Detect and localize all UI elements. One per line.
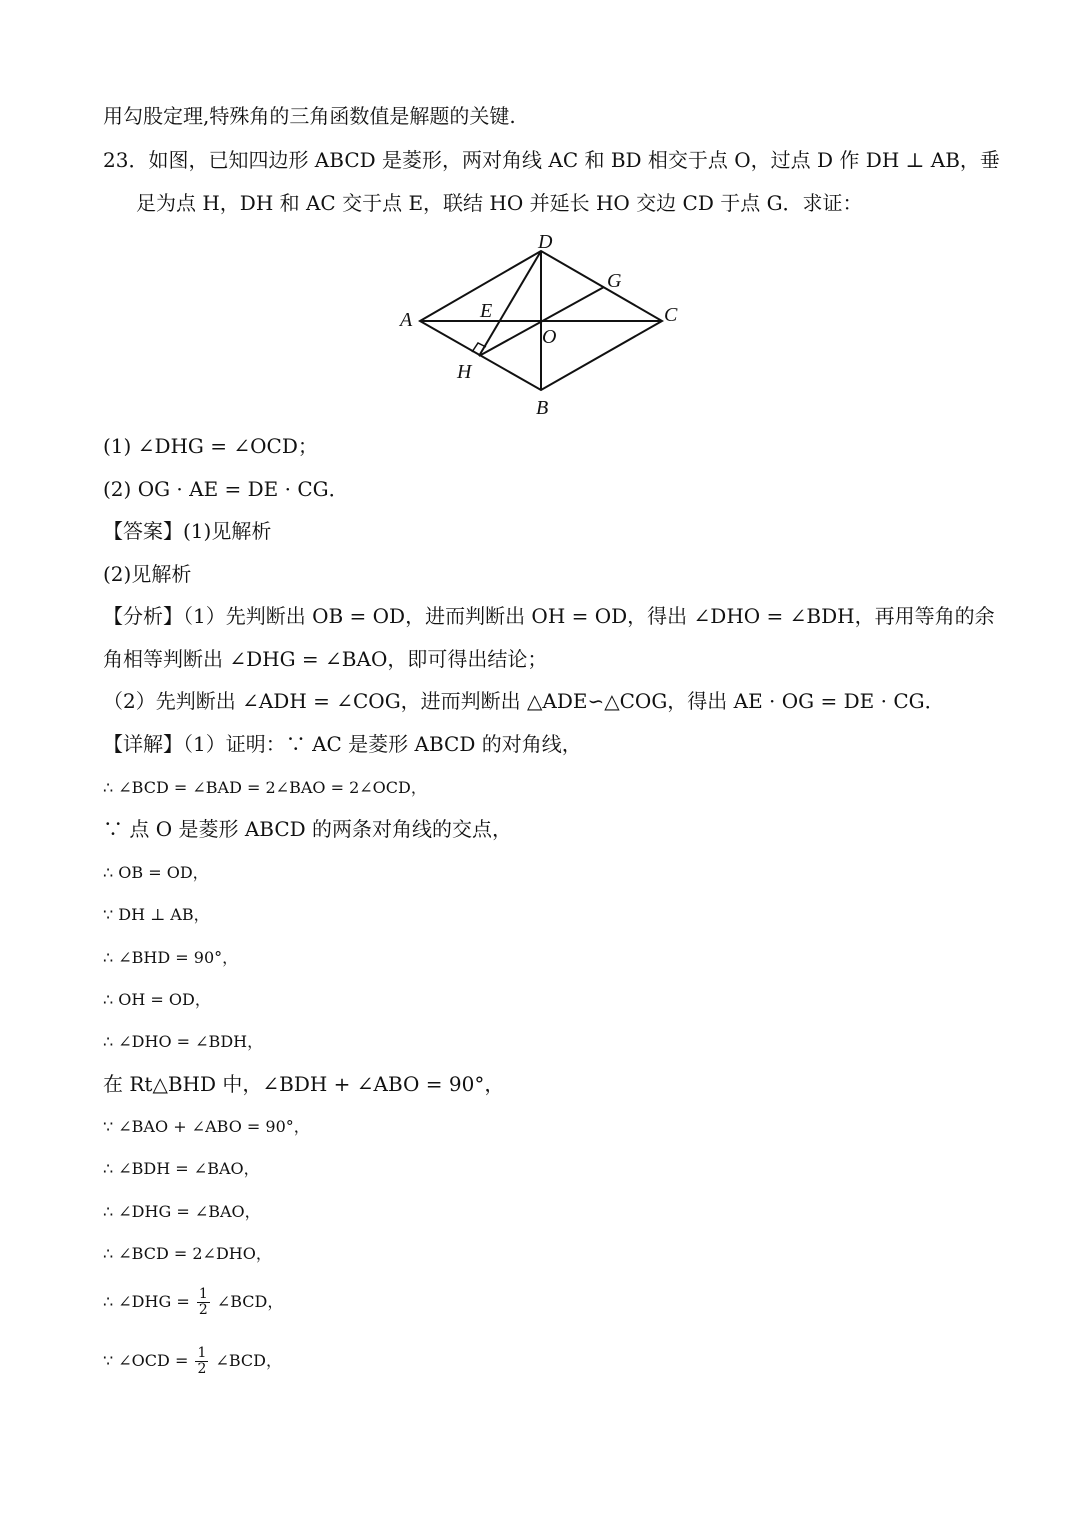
- proof-step-5: ∴ ∠BHD = 90°，: [103, 948, 239, 967]
- fraction-numerator: 1: [197, 1345, 207, 1361]
- proof-step-6: ∴ OH = OD，: [103, 990, 211, 1009]
- label-a: A: [400, 309, 413, 331]
- claim-1: (1) ∠DHG = ∠OCD；: [103, 434, 318, 458]
- analysis-line-2: 角相等判断出 ∠DHG = ∠BAO，即可得出结论；: [103, 647, 548, 671]
- label-c: C: [664, 304, 678, 326]
- analysis-line-3: （2）先判断出 ∠ADH = ∠COG，进而判断出 △ADE∽△COG，得出 AE · OG = DE · CG．: [103, 689, 945, 713]
- fraction-denominator: 2: [197, 1361, 207, 1377]
- fraction-denominator: 2: [198, 1302, 208, 1318]
- proof-step-7: ∴ ∠DHO = ∠BDH，: [103, 1032, 264, 1051]
- rhombus-figure: [385, 226, 705, 426]
- claim-2: (2) OG · AE = DE · CG．: [103, 477, 349, 501]
- proof-step-11: ∴ ∠DHG = ∠BAO，: [103, 1202, 261, 1221]
- problem-23-line-1: 23．如图，已知四边形 ABCD 是菱形，两对角线 AC 和 BD 相交于点 O，过点 D 作 DH ⊥ AB，垂: [103, 148, 1000, 172]
- proof-step-13-prefix: ∴ ∠DHG =: [103, 1292, 190, 1311]
- fraction-half-2: [195, 1346, 208, 1377]
- text-line-1: 用勾股定理,特殊角的三角函数值是解题的关键.: [103, 104, 516, 128]
- proof-step-13: [103, 1287, 283, 1318]
- proof-step-14-prefix: ∵ ∠OCD =: [103, 1351, 189, 1370]
- proof-step-2: ∵ 点 O 是菱形 ABCD 的两条对角线的交点，: [103, 817, 513, 841]
- label-o: O: [542, 326, 557, 348]
- problem-23-line-2: 足为点 H，DH 和 AC 交于点 E，联结 HO 并延长 HO 交边 CD 于点 G．求证：: [136, 191, 863, 215]
- label-d: D: [538, 231, 553, 253]
- proof-step-9: ∵ ∠BAO + ∠ABO = 90°，: [103, 1117, 310, 1136]
- label-h: H: [457, 361, 472, 383]
- answer-1: 【答案】(1)见解析: [103, 519, 272, 543]
- proof-step-1: ∴ ∠BCD = ∠BAD = 2∠BAO = 2∠OCD，: [103, 778, 427, 797]
- proof-step-10: ∴ ∠BDH = ∠BAO，: [103, 1159, 260, 1178]
- proof-step-3: ∴ OB = OD，: [103, 863, 209, 882]
- proof-step-14-suffix: ∠BCD，: [215, 1351, 283, 1370]
- detail-heading: 【详解】（1）证明：∵ AC 是菱形 ABCD 的对角线，: [103, 732, 582, 756]
- proof-step-8: 在 Rt△BHD 中，∠BDH + ∠ABO = 90°，: [103, 1072, 505, 1096]
- label-b: B: [536, 397, 549, 419]
- answer-2: (2)见解析: [103, 562, 192, 586]
- proof-step-13-suffix: ∠BCD，: [216, 1292, 284, 1311]
- fraction-half-1: [197, 1287, 210, 1318]
- proof-step-14: [103, 1346, 282, 1377]
- proof-step-4: ∵ DH ⊥ AB，: [103, 905, 210, 924]
- proof-step-12: ∴ ∠BCD = 2∠DHO，: [103, 1244, 272, 1263]
- analysis-line-1: 【分析】（1）先判断出 OB = OD，进而判断出 OH = OD，得出 ∠DHO = ∠BDH，再用等角的余: [103, 604, 995, 628]
- fraction-numerator: 1: [198, 1286, 208, 1302]
- label-g: G: [607, 270, 622, 292]
- label-e: E: [480, 300, 493, 322]
